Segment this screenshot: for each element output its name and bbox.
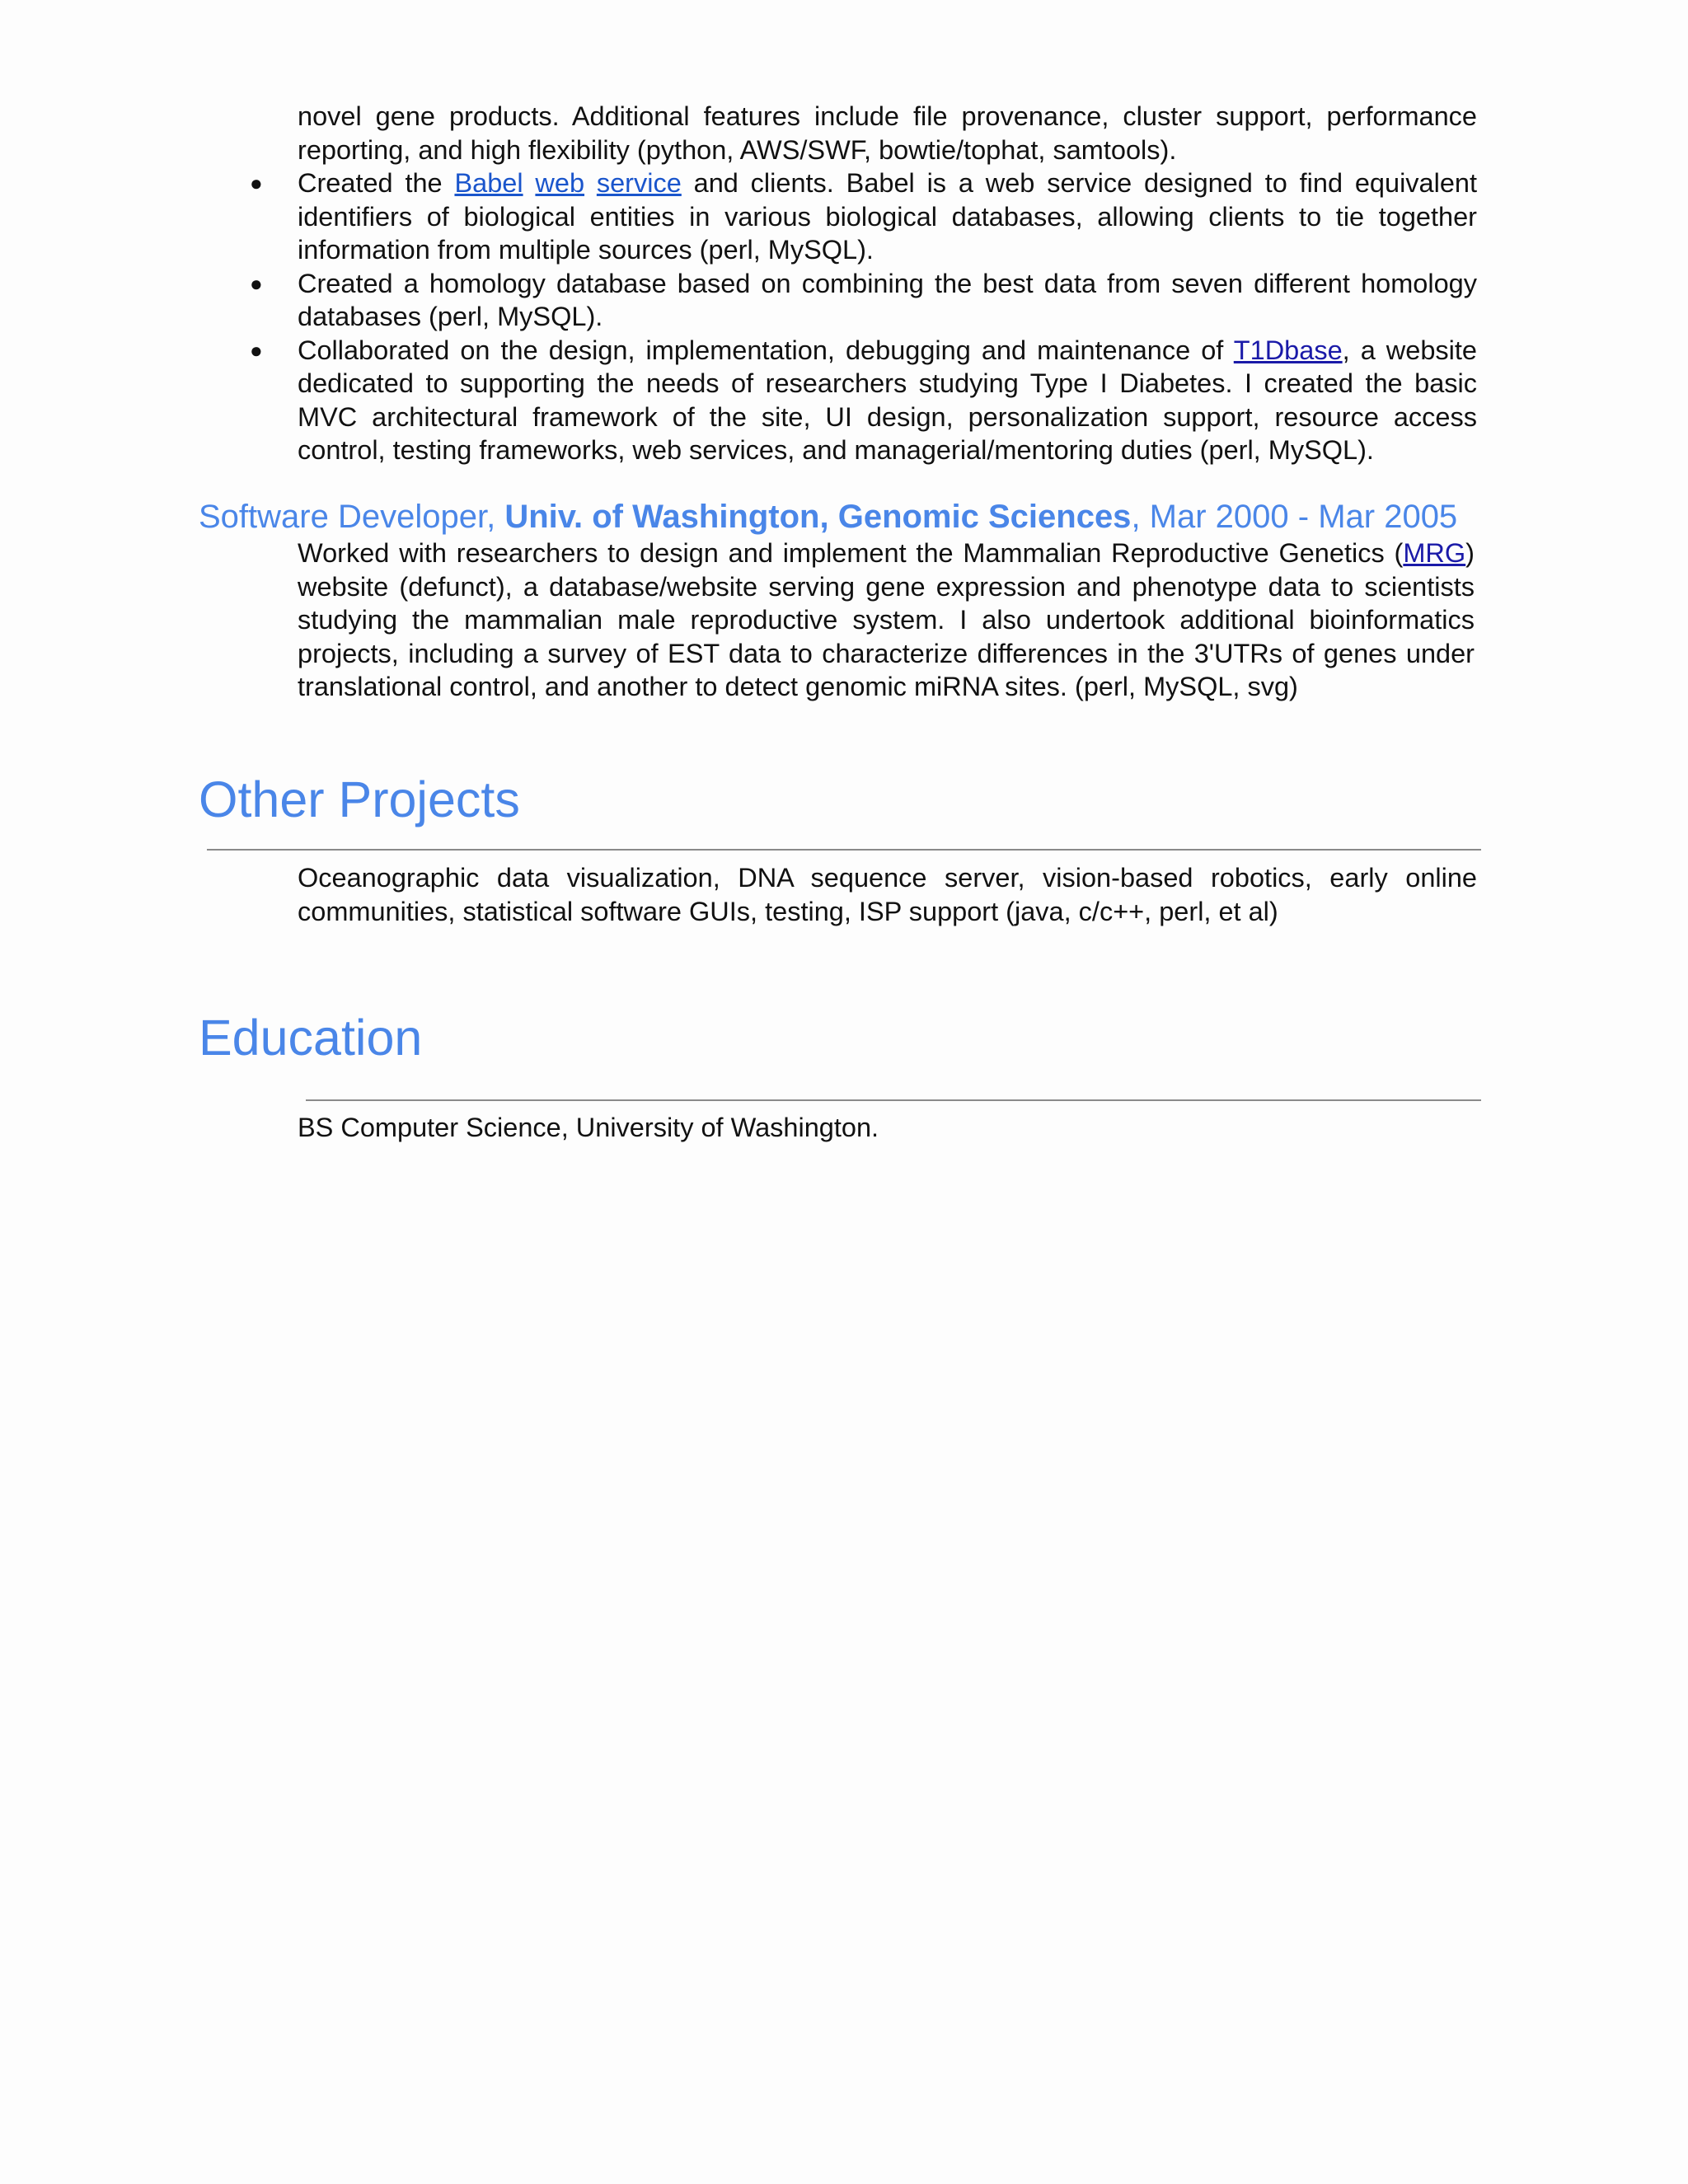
list-item	[247, 267, 1477, 334]
t1dbase-link[interactable]: T1Dbase	[1233, 335, 1343, 365]
job-employer: Univ. of Washington, Genomic Sciences	[504, 499, 1132, 535]
bullet-text-start: Collaborated on the design, implementation, debugging and maintenance of	[298, 335, 1234, 365]
list-item	[247, 334, 1477, 467]
job-desc-start: Worked with researchers to design and implement the Mammalian Reproductive Genetics (	[298, 538, 1404, 568]
accomplishment-list	[247, 166, 1477, 467]
bullet-text: Created a homology database based on combining the best data from seven different homology databases (perl, MySQL).	[298, 268, 1477, 331]
bullet-icon: ●	[250, 337, 263, 363]
web-link[interactable]: web	[535, 168, 585, 198]
job-description	[298, 537, 1475, 704]
job-heading	[199, 497, 1517, 537]
other-projects-heading: Other Projects	[199, 771, 520, 827]
bullet-icon: ●	[250, 270, 263, 296]
list-item	[247, 166, 1477, 267]
education-heading: Education	[199, 1010, 423, 1066]
job-title: Software Developer,	[199, 499, 505, 535]
section-divider	[207, 849, 1481, 851]
section-divider	[306, 1099, 1481, 1101]
bullet-text-end: , a website dedicated to supporting the needs of researchers studying Type I Diabetes. I created the basic MVC architectural framework of the site, UI design, personalization support, resource access control, testing frameworks, web services, and managerial/mentoring duties (perl, MySQL).	[298, 335, 1477, 465]
job-dates: , Mar 2000 - Mar 2005	[1131, 499, 1458, 535]
bullet-icon: ●	[250, 171, 263, 195]
intro-paragraph: novel gene products. Additional features include file provenance, cluster support, performance reporting, and high flexibility (python, AWS/SWF, bowtie/tophat, samtools).	[298, 101, 1477, 165]
bullet-text-start: Created the	[298, 168, 455, 198]
other-projects-text: Oceanographic data visualization, DNA sequence server, vision-based robotics, early online communities, statistical software GUIs, testing, ISP support (java, c/c++, perl, et al)	[298, 863, 1477, 926]
service-link[interactable]: service	[596, 168, 682, 198]
education-text: BS Computer Science, University of Washington.	[298, 1113, 879, 1142]
babel-link[interactable]: Babel	[454, 168, 523, 198]
mrg-link[interactable]: MRG	[1403, 538, 1466, 568]
job-desc-end: ) website (defunct), a database/website serving gene expression and phenotype data to scientists studying the mammalian male reproductive system. I also undertook additional bioinformatics projects, including a survey of EST data to characterize differences in the 3'UTRs of genes under translational control, and another to detect genomic miRNA sites. (perl, MySQL, svg)	[298, 538, 1475, 701]
bullet-text-end: and clients. Babel is a web service designed to find equivalent identifiers of biological entities in various biological databases, allowing clients to tie together information from multiple sources (perl, MySQL).	[298, 168, 1478, 265]
